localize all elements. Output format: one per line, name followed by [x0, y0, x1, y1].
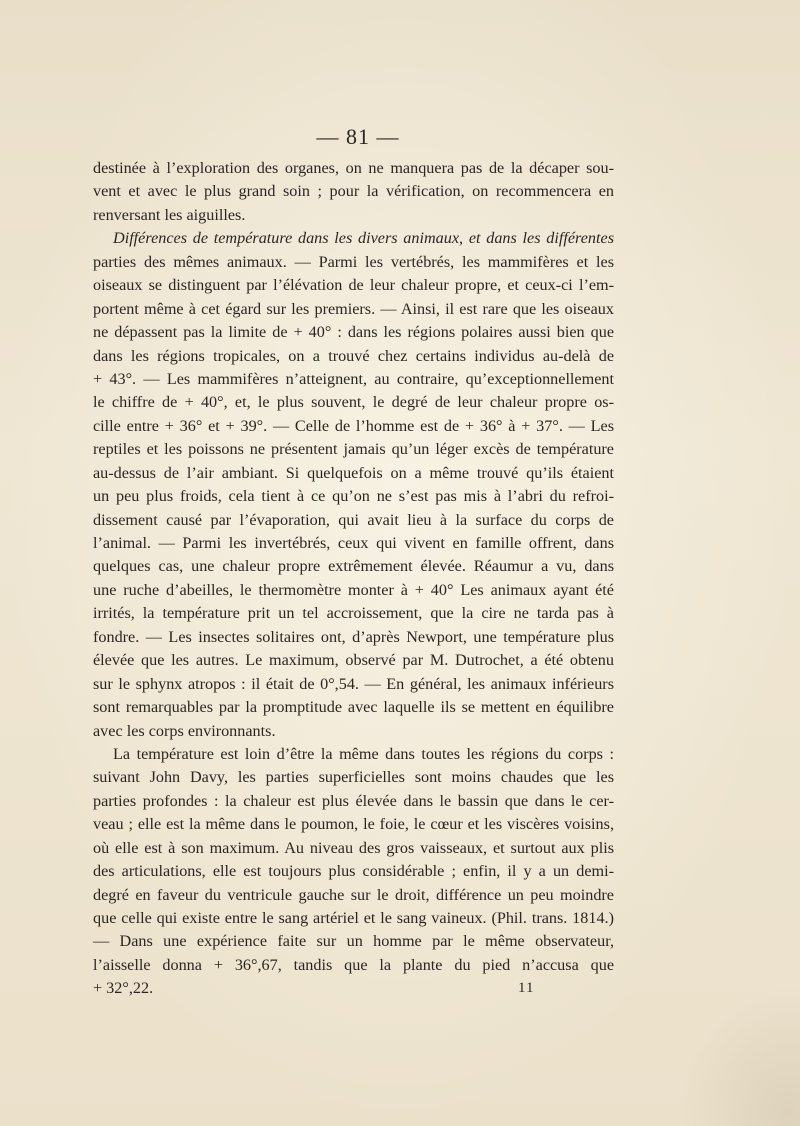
text-line: irrités, la température prit un tel accroissement, que la cire ne tarda pas à	[93, 604, 614, 623]
text-line: élevée que les autres. Le maximum, observé par M. Dutrochet, a été obtenu	[93, 651, 614, 670]
text-line: cille entre + 36° et + 39°. — Celle de l’homme est de + 36° à + 37°. — Les	[93, 416, 614, 435]
text-line: degré en faveur du ventricule gauche sur le droit, différence un peu moindre	[93, 885, 614, 904]
text-line: au-dessus de l’air ambiant. Si quelquefois on a même trouvé qu’ils étaient	[93, 463, 614, 482]
text-line: parties des mêmes animaux. — Parmi les vertébrés, les mammifères et les	[93, 252, 614, 271]
text-line: quelques cas, une chaleur propre extrêmement élevée. Réaumur a vu, dans	[93, 557, 614, 576]
text-line: La température est loin d’être la même dans toutes les régions du corps :	[113, 744, 614, 763]
text-line: sont remarquables par la promptitude avec laquelle ils se mettent en équilibre	[93, 698, 614, 717]
text-line: reptiles et les poissons ne présentent jamais qu’un léger excès de température	[93, 440, 614, 459]
text-line: + 32°,22.	[93, 979, 154, 998]
text-line: où elle est à son maximum. Au niveau des gros vaisseaux, et surtout aux plis	[93, 838, 614, 857]
text-line: le chiffre de + 40°, et, le plus souvent, le degré de leur chaleur propre os-	[93, 393, 614, 412]
text-line: vent et avec le plus grand soin ; pour la vérification, on recommencera en	[93, 182, 614, 201]
text-line: suivant John Davy, les parties superficielles sont moins chaudes que les	[93, 768, 614, 787]
text-line: un peu plus froids, cela tient à ce qu’on ne s’est pas mis à l’abri du refroi-	[93, 487, 614, 506]
text-line: fondre. — Les insectes solitaires ont, d’après Newport, une température plus	[93, 627, 614, 646]
text-line: que celle qui existe entre le sang artériel et le sang vaineux. (Phil. trans. 1814.)	[93, 909, 614, 927]
text-line: oiseaux se distinguent par l’élévation de leur chaleur propre, et ceux-ci l’em-	[93, 276, 614, 295]
paper-stain	[680, 986, 800, 1126]
text-line: avec les corps environnants.	[93, 721, 276, 740]
signature-mark: 11	[518, 980, 535, 996]
text-line: des articulations, elle est toujours plus considérable ; enfin, il y a un demi-	[93, 862, 614, 881]
text-line: destinée à l’exploration des organes, on ne manquera pas de la décaper sou-	[93, 159, 614, 177]
text-line: parties profondes : la chaleur est plus élevée dans le bassin que dans le cer-	[93, 791, 614, 810]
section-heading-line: Différences de température dans les divers animaux, et dans les différentes	[113, 229, 614, 248]
text-line: veau ; elle est la même dans le poumon, le foie, le cœur et les viscères voisins,	[93, 815, 614, 834]
text-line: sur le sphynx atropos : il était de 0°,54. — En général, les animaux inférieurs	[93, 674, 614, 693]
text-line: l’animal. — Parmi les invertébrés, ceux qui vivent en famille offrent, dans	[93, 534, 614, 552]
body-text	[93, 157, 614, 1001]
text-line: portent même à cet égard sur les premiers. — Ainsi, il est rare que les oiseaux	[93, 299, 614, 318]
text-line: l’aisselle donna + 36°,67, tandis que la plante du pied n’accusa que	[93, 955, 614, 974]
text-line: dans les régions tropicales, on a trouvé chez certains individus au-delà de	[93, 346, 614, 365]
page-number: — 81 —	[316, 124, 400, 149]
text-line: — Dans une expérience faite sur un homme par le même observateur,	[93, 932, 614, 951]
text-line: renversant les aiguilles.	[93, 205, 246, 224]
text-line: ne dépassent pas la limite de + 40° : dans les régions polaires aussi bien que	[93, 323, 614, 342]
text-line: une ruche d’abeilles, le thermomètre monter à + 40° Les animaux ayant été	[93, 580, 614, 599]
text-line: + 43°. — Les mammifères n’atteignent, au contraire, qu’exceptionnellement	[93, 369, 614, 388]
text-line: dissement causé par l’évaporation, qui avait lieu à la surface du corps de	[93, 510, 614, 529]
